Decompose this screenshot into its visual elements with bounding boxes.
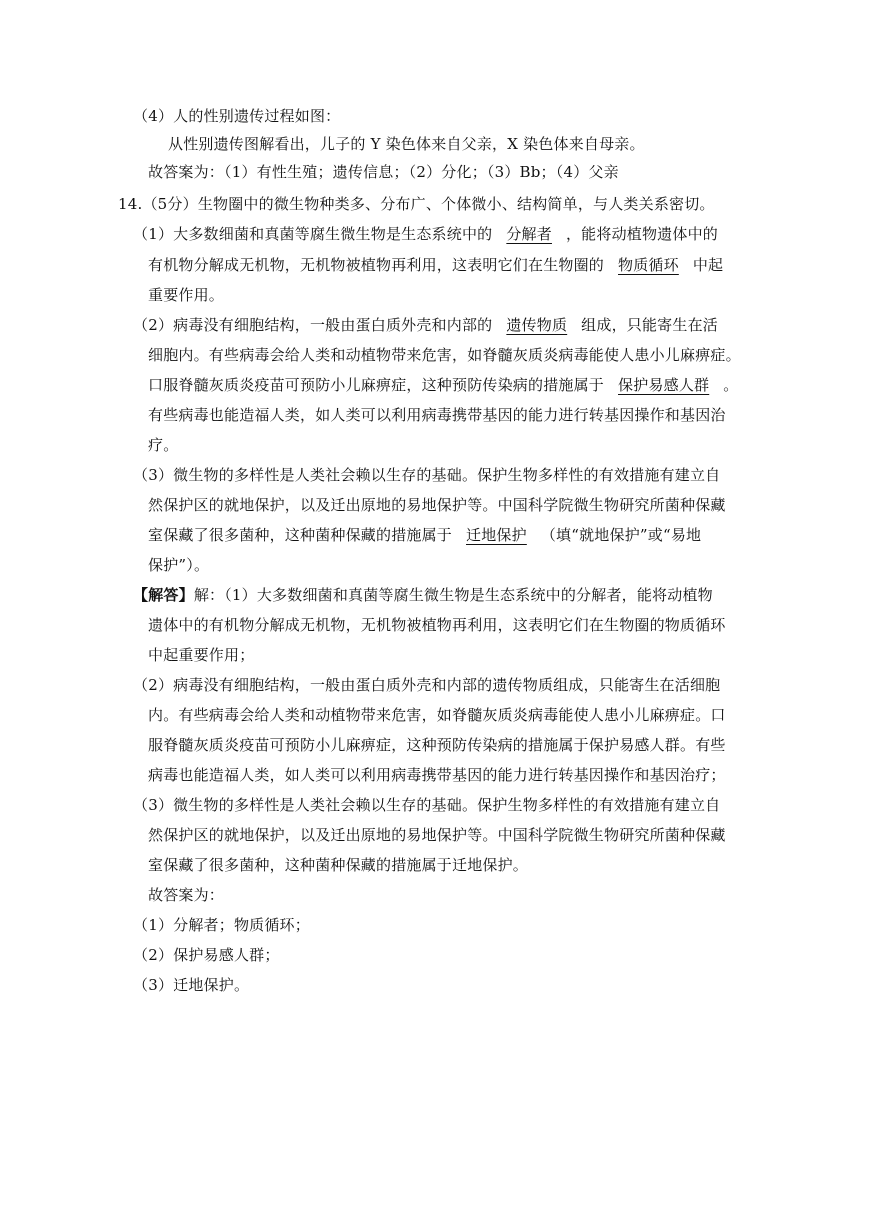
q-part2-text-b: 组成，只能寄生在活	[581, 316, 718, 334]
question-stem-text: （5分）生物圈中的微生物种类多、分布广、个体微小、结构简单，与人类关系密切。	[142, 195, 715, 213]
question-stem	[118, 192, 715, 216]
answer-part3: （3）迁地保护。	[133, 976, 250, 994]
answer-blank-protect-susceptible: 保护易感人群	[618, 376, 710, 394]
solution-line3: 中起重要作用；	[148, 646, 255, 664]
q-part1-line1	[133, 222, 718, 246]
q-part2-line2: 细胞内。有些病毒会给人类和动植物带来危害，如脊髓灰质炎病毒能使人患小儿麻痹症。	[148, 346, 741, 364]
prev-answer-line: 故答案为：（1）有性生殖；遗传信息；（2）分化；（3）Bb；（4）父亲	[148, 163, 619, 181]
solution-label: 【解答】	[133, 586, 194, 604]
solution-part2-line4: 病毒也能造福人类，如人类可以利用病毒携带基因的能力进行转基因操作和基因治疗；	[148, 766, 726, 784]
q-part2-text-c: 口服脊髓灰质炎疫苗可预防小儿麻痹症，这种预防传染病的措施属于	[148, 376, 605, 394]
answer-blank-material-cycle: 物质循环	[618, 256, 679, 274]
q-part1-text-d: 中起	[692, 256, 724, 274]
q-part3-line3	[148, 523, 701, 547]
solution-part3-line3: 室保藏了很多菌种，这种菌种保藏的措施属于迁地保护。	[148, 856, 529, 874]
q-part3-text-a: 室保藏了很多菌种，这种菌种保藏的措施属于	[148, 526, 453, 544]
part4-explanation: 从性别遗传图解看出，儿子的 Y 染色体来自父亲，X 染色体来自母亲。	[168, 135, 645, 153]
q-part2-text-d: 。	[723, 376, 739, 394]
q-part3-line1: （3）微生物的多样性是人类社会赖以生存的基础。保护生物多样性的有效措施有建立自	[133, 466, 721, 484]
q-part2-text-a: （2）病毒没有细胞结构，一般由蛋白质外壳和内部的	[133, 316, 493, 334]
solution-text: 解：（1）大多数细菌和真菌等腐生微生物是生态系统中的分解者，能将动植物	[193, 586, 713, 604]
q-part2-line3	[148, 373, 738, 397]
q-part1-line2	[148, 253, 723, 277]
q-part3-text-b: （填“就地保护”或“易地	[540, 526, 702, 544]
q-part1-text-b: ，能将动植物遗体中的	[565, 225, 718, 243]
answer-blank-decomposer: 分解者	[506, 225, 552, 243]
q-part2-line5: 疗。	[148, 436, 179, 454]
q-part1-line3: 重要作用。	[148, 286, 225, 304]
q-part1-text-c: 有机物分解成无机物，无机物被植物再利用，这表明它们在生物圈的	[148, 256, 605, 274]
solution-line2: 遗体中的有机物分解成无机物，无机物被植物再利用，这表明它们在生物圈的物质循环	[148, 616, 726, 634]
solution-part3-line1: （3）微生物的多样性是人类社会赖以生存的基础。保护生物多样性的有效措施有建立自	[133, 796, 721, 814]
solution-part2-line2: 内。有些病毒会给人类和动植物带来危害，如脊髓灰质炎病毒能使人患小儿麻痹症。口	[148, 706, 726, 724]
answer-label: 故答案为：	[148, 886, 225, 904]
answer-blank-ex-situ: 迁地保护	[466, 526, 527, 544]
answer-blank-genetic-material: 遗传物质	[506, 316, 568, 334]
solution-part3-line2: 然保护区的就地保护，以及迁出原地的易地保护等。中国科学院微生物研究所菌种保藏	[148, 826, 726, 844]
answer-part1: （1）分解者；物质循环；	[133, 916, 310, 934]
q-part2-line1	[133, 313, 718, 337]
solution-part2-line3: 服脊髓灰质炎疫苗可预防小儿麻痹症，这种预防传染病的措施属于保护易感人群。有些	[148, 736, 726, 754]
q-part3-line2: 然保护区的就地保护，以及迁出原地的易地保护等。中国科学院微生物研究所菌种保藏	[148, 496, 726, 514]
solution-part2-line1: （2）病毒没有细胞结构，一般由蛋白质外壳和内部的遗传物质组成，只能寄生在活细胞	[133, 676, 721, 694]
part4-heading: （4）人的性别遗传过程如图：	[133, 107, 341, 125]
solution-line1	[133, 583, 713, 607]
answer-part2: （2）保护易感人群；	[133, 946, 280, 964]
question-number: 14.	[118, 195, 143, 213]
q-part3-line4: 保护”）。	[148, 556, 210, 574]
q-part1-text-a: （1）大多数细菌和真菌等腐生微生物是生态系统中的	[133, 225, 493, 243]
q-part2-line4: 有些病毒也能造福人类，如人类可以利用病毒携带基因的能力进行转基因操作和基因治	[148, 406, 726, 424]
